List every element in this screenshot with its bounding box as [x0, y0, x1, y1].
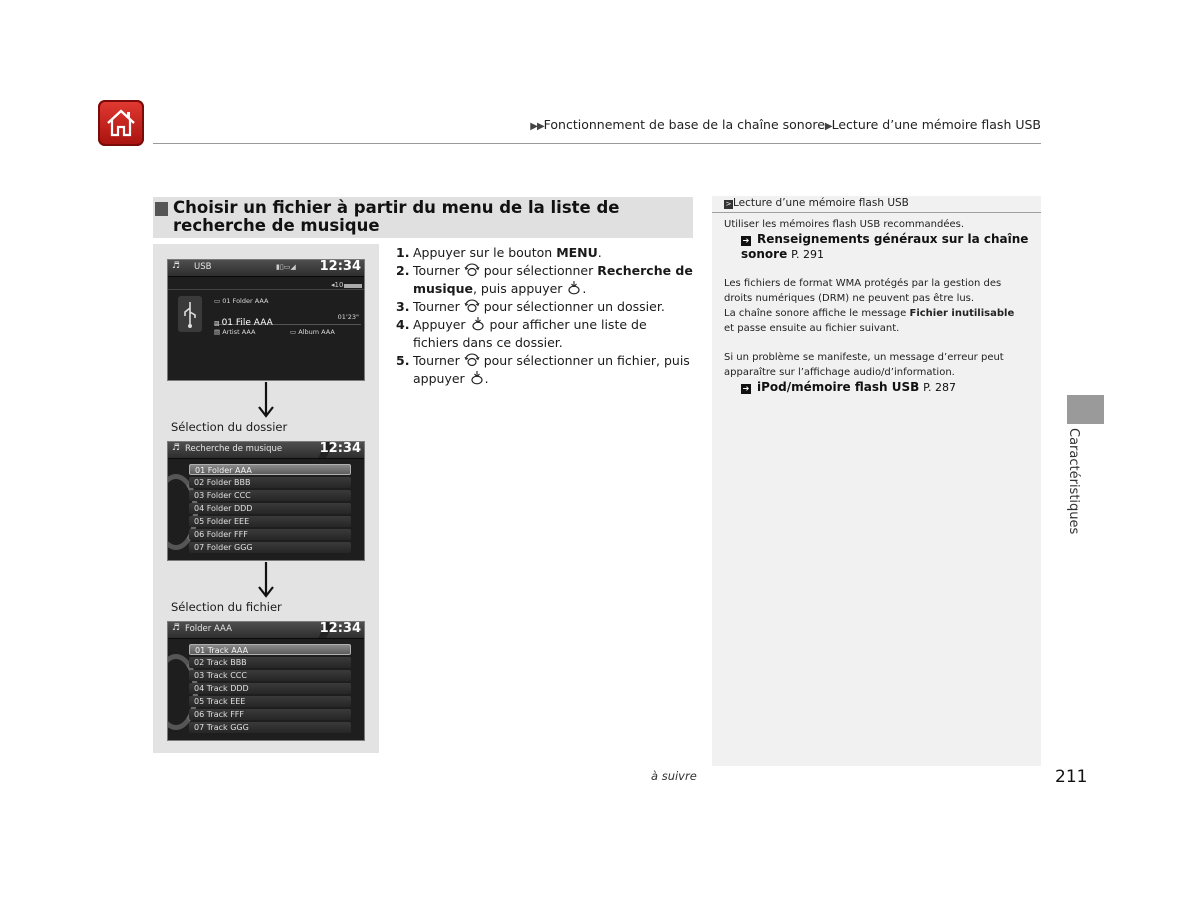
- list-item[interactable]: 01 Track AAA: [189, 644, 351, 655]
- folder-icon: ▭: [214, 297, 223, 305]
- list-item[interactable]: 06 Track FFF: [189, 709, 351, 720]
- album-name: Album AAA: [298, 328, 335, 336]
- clock: 12:34: [319, 621, 361, 636]
- list-item[interactable]: 01 Folder AAA: [189, 464, 351, 475]
- press-dial-icon: [470, 317, 486, 331]
- cross-reference-link[interactable]: [741, 232, 1031, 262]
- step-text: .: [597, 245, 602, 260]
- page-number: 211: [1055, 767, 1088, 787]
- home-button[interactable]: [98, 100, 144, 146]
- list-item[interactable]: 04 Folder DDD: [189, 503, 351, 514]
- screen-title: Folder AAA: [185, 624, 232, 634]
- screen-header: [168, 442, 364, 459]
- step-text: pour sélectionner un dossier.: [479, 299, 665, 314]
- music-note-icon: ♬: [172, 443, 181, 453]
- sidebar-heading-text: Lecture d’une mémoire flash USB: [733, 197, 909, 209]
- sidebar-heading: [712, 196, 1041, 213]
- music-search-label: Recherche de musique: [413, 263, 693, 296]
- music-note-icon: ♬: [172, 261, 181, 271]
- file-line: [214, 310, 361, 328]
- rotate-dial-icon: [464, 353, 480, 367]
- step-number: 1.: [396, 245, 410, 260]
- down-arrow-icon: [255, 382, 277, 418]
- step-text: Tourner: [413, 353, 464, 368]
- reference-title: Renseignements généraux sur la chaîne sonore: [741, 232, 1029, 261]
- volume-indicator: ◂10: [331, 281, 344, 289]
- step-text: .: [484, 371, 489, 386]
- down-arrow-icon: [255, 562, 277, 598]
- chapter-tab[interactable]: [1067, 395, 1104, 424]
- step-text: pour afficher une liste de fichiers dans ce dossier.: [413, 317, 647, 350]
- paragraph-text: et passe ensuite au fichier suivant.: [724, 323, 900, 334]
- double-triangle-icon: ▶▶: [530, 121, 544, 132]
- step-text: , puis appuyer: [472, 281, 567, 296]
- volume-bar: [344, 284, 362, 288]
- continued-note: à suivre: [651, 769, 697, 783]
- list-item[interactable]: 05 Track EEE: [189, 696, 351, 707]
- step-number: 2.: [396, 263, 410, 278]
- section-title: Choisir un fichier à partir du menu de la liste de recherche de musique: [173, 198, 620, 235]
- status-icons: ▮▯▭◢: [276, 263, 296, 271]
- list-item[interactable]: 05 Folder EEE: [189, 516, 351, 527]
- volume-value: 10: [334, 281, 344, 289]
- folder-name: 01 Folder AAA: [222, 297, 269, 305]
- album-icon: ▭: [290, 328, 299, 336]
- message-name: Fichier inutilisable: [909, 308, 1015, 319]
- rotate-dial-icon: [464, 299, 480, 313]
- source-label: USB: [194, 262, 212, 272]
- list-item[interactable]: 06 Folder FFF: [189, 529, 351, 540]
- caption-file-selection: Sélection du fichier: [171, 600, 282, 614]
- caption-folder-selection: Sélection du dossier: [171, 420, 288, 434]
- album-line: [290, 328, 335, 336]
- step-4: [396, 316, 696, 352]
- header-divider: [153, 143, 1041, 144]
- step-text: Tourner: [413, 263, 464, 278]
- reference-arrow-icon: ➔: [742, 236, 750, 245]
- screen-title: Recherche de musique: [185, 444, 283, 454]
- usb-device-icon: [178, 296, 202, 332]
- list-item[interactable]: 07 Folder GGG: [189, 542, 351, 553]
- step-text: Appuyer sur le bouton: [413, 245, 557, 260]
- menu-button-label: MENU: [556, 245, 598, 260]
- breadcrumb-item-usb[interactable]: Lecture d’une mémoire flash USB: [831, 117, 1041, 132]
- sidebar-paragraph: [724, 276, 1024, 336]
- home-icon: [105, 107, 137, 139]
- artist-line: [214, 328, 255, 336]
- list-item[interactable]: 04 Track DDD: [189, 683, 351, 694]
- screen-header: [168, 260, 364, 277]
- step-number: 5.: [396, 353, 410, 368]
- step-3: [396, 298, 696, 316]
- track-time: 01'23": [337, 313, 359, 321]
- press-dial-icon: [566, 281, 582, 295]
- folder-line: [214, 297, 268, 305]
- list-item[interactable]: 03 Track CCC: [189, 670, 351, 681]
- file-name: 01 File AAA: [221, 318, 273, 328]
- step-number: 3.: [396, 299, 410, 314]
- chapter-label-text: Caractéristiques: [1066, 428, 1081, 535]
- music-note-icon: ♬: [172, 623, 181, 633]
- folder-list-screen: [167, 441, 365, 561]
- instruction-steps: [396, 244, 696, 388]
- sidebar-paragraph: Utiliser les mémoires flash USB recommandées.: [724, 219, 965, 230]
- artist-icon: ▤: [214, 328, 223, 336]
- step-2: [396, 262, 696, 298]
- paragraph-text: Les fichiers de format WMA protégés par la gestion des droits numériques (DRM) ne peuvent pas être lus.: [724, 278, 1002, 304]
- usb-playback-screen: [167, 259, 365, 381]
- reference-page: P. 291: [791, 248, 824, 261]
- chapter-label: [1063, 428, 1085, 538]
- step-text: Tourner: [413, 299, 464, 314]
- clock: 12:34: [319, 259, 361, 274]
- artist-name: Artist AAA: [222, 328, 256, 336]
- note-arrow-icon: >: [725, 200, 732, 208]
- list-item[interactable]: 02 Track BBB: [189, 657, 351, 668]
- step-text: Appuyer: [413, 317, 470, 332]
- press-dial-icon: [469, 371, 485, 385]
- step-text: .: [582, 281, 587, 296]
- screen-header: [168, 622, 364, 639]
- rotate-dial-icon: [464, 263, 480, 277]
- cross-reference-link[interactable]: [741, 380, 1031, 395]
- step-number: 4.: [396, 317, 410, 332]
- list-item[interactable]: 02 Folder BBB: [189, 477, 351, 488]
- section-heading: [153, 197, 693, 238]
- reference-page: P. 287: [923, 381, 957, 394]
- step-5: [396, 352, 696, 388]
- reference-arrow-icon: ➔: [742, 384, 750, 393]
- step-text: pour sélectionner un fichier, puis appuyer: [413, 353, 690, 386]
- reference-title: iPod/mémoire flash USB: [757, 380, 920, 394]
- screens-panel: [153, 244, 379, 753]
- paragraph-text: La chaîne sonore affiche le message: [724, 308, 910, 319]
- sidebar-paragraph: Si un problème se manifeste, un message d’erreur peut apparaître sur l’affichage audio/d’information.: [724, 352, 1004, 378]
- divider: [168, 289, 364, 290]
- track-list-screen: [167, 621, 365, 741]
- list-item[interactable]: 07 Track GGG: [189, 722, 351, 733]
- step-text: pour sélectionner: [479, 263, 598, 278]
- triangle-icon: ▶: [824, 121, 832, 132]
- section-marker-icon: [155, 202, 168, 216]
- breadcrumb: [530, 117, 1041, 132]
- breadcrumb-item-chain[interactable]: Fonctionnement de base de la chaîne sonore: [543, 117, 825, 132]
- step-1: [396, 244, 696, 262]
- file-icon: ▨: [214, 320, 222, 327]
- clock: 12:34: [319, 441, 361, 456]
- list-item[interactable]: 03 Folder CCC: [189, 490, 351, 501]
